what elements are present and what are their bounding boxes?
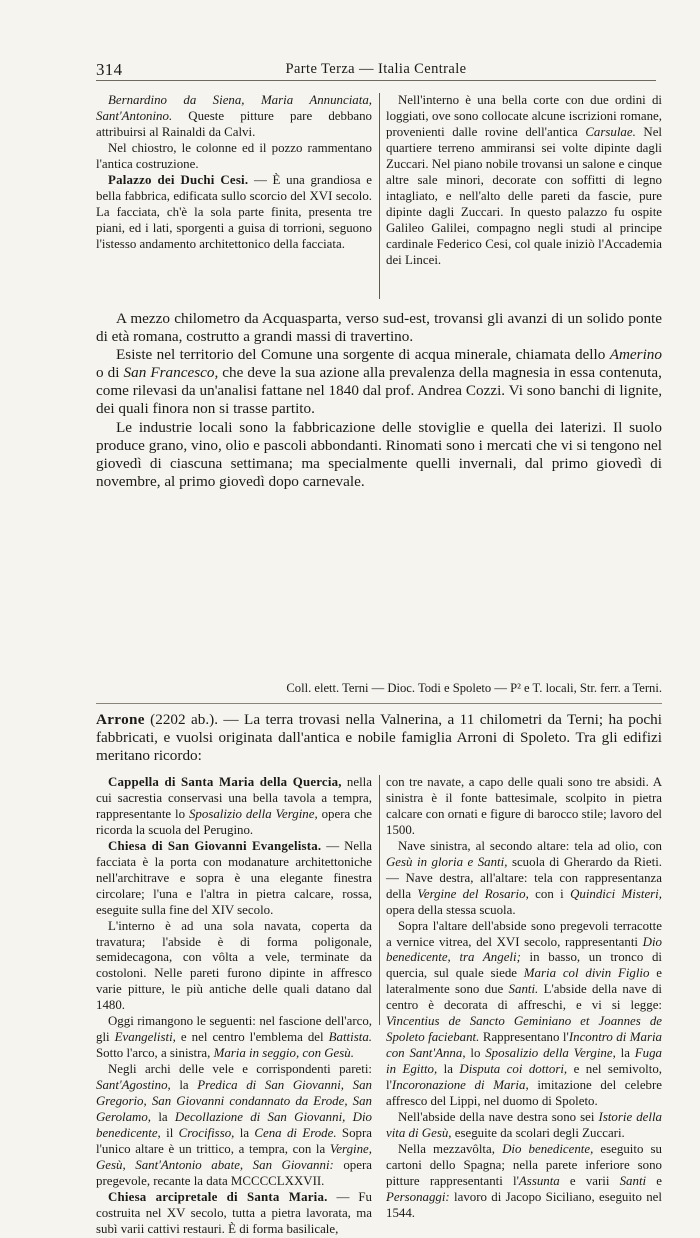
text-run: e varii [559, 1173, 620, 1188]
text-run: L'interno è ad una sola navata, coperta da travatura; l'abside è di forma poligonale, semidecagona, con vôlta a vele, terminate da costoloni. Nelle pareti furono dipinte in affresco varie pitture, le più antiche delle quali datano dal 1480. [96, 918, 372, 1013]
italic-text: Santi. [508, 982, 539, 997]
paragraph [96, 419, 662, 491]
text-run: Oggi rimangono le seguenti: nel fascione dell'arco, gli [96, 1014, 372, 1045]
text-run: eseguite da scolari degli Zuccari. [451, 1125, 625, 1140]
entry-heading: Palazzo dei Duchi Cesi. [108, 172, 249, 187]
text-run: con tre navate, a capo delle quali sono tre absidi. A sinistra è il fonte battesimale, scolpito in pietra calcare con ornati e figure di barocco stile; lavoro del 1500. [386, 775, 662, 837]
bottom-left-column [96, 775, 372, 1236]
arrone-intro-text: (2202 ab.). — La terra trovasi nella Valnerina, a 11 chilometri da Terni; ha pochi fabbricati, e vuolsi originata dall'antica e nobile famiglia Arroni di Spoleto. Tra gli edifizi meritano ricordo: [96, 711, 662, 765]
text-run: Sotto l'arco, a sinistra, [96, 1046, 214, 1061]
paragraph [386, 1142, 662, 1222]
arrone-intro [96, 711, 662, 765]
text-run: lo [465, 1046, 486, 1061]
paragraph [96, 775, 372, 839]
text-run: nella cui sacrestia conservasi una bella tavola a tempra, rappresentante lo [96, 775, 372, 821]
italic-text: Dio benedicente, [502, 1141, 594, 1156]
page-header [96, 58, 656, 81]
paragraph [96, 173, 372, 253]
italic-text: Vergine del Rosario, [417, 886, 529, 901]
column-divider [379, 775, 380, 1025]
top-left-column [96, 93, 372, 299]
text-run: Nel quartiere terreno ammiransi sei volte dipinte dagli Zuccari. Nel piano nobile trovansi un salone e cinque altre sale minori, decorate con soffitti di legno intagliato, e nell'alto delle pareti da fascie, pure dipinte dagli Zuccari. In questo palazzo fu ospite Galileo Galilei, compagno negli studi al principe cardinale Federico Cesi, col quale iniziò l'Accademia dei Lincei. [386, 124, 662, 267]
entry-heading: Chiesa di San Giovanni Evangelista. [108, 838, 322, 853]
arrone-title: Arrone [96, 711, 145, 728]
text-run: Nel chiostro, le colonne ed il pozzo rammentano l'antica costruzione. [96, 140, 372, 171]
text-run: e lateralmente sono due [386, 966, 662, 997]
page-number: 314 [96, 60, 123, 79]
text-run: la [437, 1062, 460, 1077]
italic-text: Crocifisso, [178, 1125, 235, 1140]
text-run: Queste pitture pare debbano attribuirsi al Rainaldi da Calvi. [96, 108, 372, 139]
text-run: opera della stessa scuola. [386, 902, 516, 917]
italic-text: Sposalizio della Vergine, [188, 806, 318, 821]
top-two-column-block [96, 93, 662, 299]
text-run: Rappresentano l' [479, 1030, 569, 1045]
paragraph [386, 839, 662, 919]
paragraph [96, 346, 662, 418]
entry-heading: Cappella di Santa Maria della Quercia, [108, 775, 342, 789]
italic-text: Assunta [518, 1173, 560, 1188]
text-run: con i [528, 886, 571, 901]
text-run: e [646, 1173, 663, 1188]
text-run: eseguito su cartoni dello Spagna; nella parete inferiore sono pitture rappresentanti l' [386, 1141, 662, 1188]
italic-text: Sposalizio della Vergine, [485, 1046, 616, 1061]
italic-text: Vergine, Gesù, Sant'Antonio abate, San Giovanni: [96, 1141, 372, 1172]
text-run: la [151, 1110, 175, 1125]
paragraph [96, 93, 372, 141]
text-run: o di [96, 364, 124, 382]
paragraph [96, 141, 372, 173]
text-run: — Nella facciata è la porta con modanature architettoniche nell'architrave e sopra è una elegante finestra circolare; l'una e l'altra in pietra calcare, rossa, eseguite sulla fine del XIV secolo. [96, 838, 372, 917]
text-run: Nella mezzavôlta, [398, 1141, 503, 1156]
paragraph [96, 1014, 372, 1062]
italic-text: Vincentius de Sancto Geminiano et Joannes de Spoleto faciebant. [386, 1014, 662, 1045]
italic-text: Sant'Agostino, [96, 1078, 171, 1093]
running-head: Parte Terza — Italia Centrale [285, 61, 467, 77]
italic-text: Incontro di Maria con Sant'Anna, [386, 1030, 662, 1061]
text-run: opera che ricorda la scuola del Perugino. [96, 806, 372, 837]
italic-text: San Francesco, [123, 364, 219, 382]
arrone-entry [96, 711, 662, 765]
text-run: e nel semivolto, l' [386, 1062, 663, 1093]
text-run: la [234, 1125, 255, 1140]
text-run: scuola di Gherardo da Rieti. — Nave destra, all'altare: tela con rappresentanza della [386, 854, 662, 901]
italic-text: Maria col divin Figlio [523, 966, 650, 981]
paragraph [96, 1062, 372, 1190]
section-rule [96, 703, 662, 704]
italic-text: Quindici Misteri, [570, 886, 662, 901]
text-run: la [615, 1046, 635, 1061]
bottom-two-column-block [96, 775, 663, 1236]
italic-text: Fuga in Egitto, [386, 1046, 662, 1077]
italic-text: Personaggi: [386, 1189, 450, 1204]
main-text [96, 310, 662, 491]
paragraph [386, 775, 662, 839]
top-right-column [386, 93, 662, 299]
text-run: L'abside della nave di centro è decorata di affreschi, e vi si legge: [386, 982, 662, 1013]
paragraph [386, 919, 662, 1110]
paragraph [386, 1110, 662, 1142]
text-run: Le industrie locali sono la fabbricazione delle stoviglie e quella dei laterizi. Il suolo produce grano, vino, olio e pascoli abbondanti. Rinomati sono i mercati che vi si tengono nel giovedì di ciascuna settimana; ma specialmente quelli invernali, dal primo giovedì di novembre, al primo giovedì dopo carnevale. [96, 418, 662, 490]
text-run: il [160, 1125, 179, 1140]
paragraph [96, 310, 662, 346]
italic-text: Santi [619, 1173, 647, 1188]
paragraph [96, 919, 372, 1015]
text-run: lavoro di Jacopo Siciliano, eseguito nel 1544. [386, 1189, 662, 1220]
text-run: la [170, 1078, 198, 1093]
text-run: e nel centro l'emblema del [175, 1030, 329, 1045]
italic-text: Istorie della vita di Gesù, [386, 1110, 663, 1140]
italic-text: Carsulae. [585, 124, 636, 139]
text-run: Esiste nel territorio del Comune una sorgente di acqua minerale, chiamata dello [116, 346, 610, 364]
text-run: Nell'interno è una bella corte con due ordini di loggiati, ove sono collocate alcune iscrizioni romane, provenienti dalle rovine dell'antica [386, 93, 662, 139]
bottom-right-column [386, 775, 663, 1220]
paragraph [386, 93, 662, 268]
collegio-info-line: Coll. elett. Terni — Dioc. Todi e Spoleto — P² e T. locali, Str. ferr. a Terni. [286, 681, 662, 695]
text-run: Sopra l'unico altare è un trittico, a tempra, con la [96, 1125, 372, 1156]
text-run: — Fu costruita nel XV secolo, tutta a pietra lavorata, ma subì varii cattivi restauri. È di forma basilicale, [96, 1189, 372, 1236]
text-run: Negli archi delle vele e corrispondenti pareti: [108, 1062, 372, 1077]
text-run: Nell'abside della nave destra sono sei [398, 1110, 599, 1125]
italic-text: Evangelisti, [114, 1030, 176, 1045]
italic-text: Incoronazione di Maria, [391, 1078, 529, 1093]
text-run: che deve la sua azione alla prevalenza della magnesia in essa contenuta, come rilevasi da un'analisi fattane nel 1840 dal prof. Andrea Cozzi. Vi sono banchi di lignite, dei quali finora non si trasse partito. [96, 364, 662, 418]
italic-text: Cena di Erode. [254, 1125, 337, 1140]
italic-text: Decollazione di San Giovanni, Dio benedicente, [96, 1110, 372, 1140]
paragraph [96, 1190, 372, 1238]
text-run: — È una grandiosa e bella fabbrica, edificata sullo scorcio del XVI secolo. La facciata, ch'è la sola parte finita, presenta tre piani, ed i lati, sporgenti a guisa di torrioni, seguono l'istesso andamento architettonico della facciata. [96, 172, 373, 251]
text-run: Nave sinistra, al secondo altare: tela ad olio, con [398, 838, 662, 853]
italic-text: Predica di San Giovanni, San Gregorio, San Giovanni condannato da Erode, San Gerolamo, [96, 1078, 372, 1125]
text-run: imitazione del celebre affresco del Lippi, nel duomo di Spoleto. [386, 1078, 663, 1109]
italic-text: Disputa coi dottori, [459, 1062, 568, 1077]
italic-text: Bernardino da Siena, Maria Annunciata, Sant'Antonino. [96, 93, 372, 123]
italic-text: Amerino [609, 346, 662, 364]
text-run: A mezzo chilometro da Acquasparta, verso sud-est, trovansi gli avanzi di un solido ponte di età romana, costrutto a grandi massi di travertino. [96, 310, 662, 346]
italic-text: Maria in seggio, con Gesù. [213, 1046, 354, 1061]
entry-heading: Chiesa arcipretale di Santa Maria. [108, 1189, 328, 1204]
italic-text: Battista. [328, 1030, 372, 1045]
text-run: opera pregevole, recante la data MCCCCLXXVII. [96, 1157, 372, 1188]
italic-text: Dio benedicente, tra Angeli; [386, 934, 662, 965]
italic-text: Gesù in gloria e Santi, [386, 854, 508, 869]
text-run: Sopra l'altare dell'abside sono pregevoli terracotte a vernice vitrea, del XVI secolo, rappresentanti [386, 918, 662, 949]
text-run: in basso, un tronco di quercia, sul quale siede [386, 950, 662, 981]
column-divider [379, 93, 380, 299]
paragraph [96, 839, 372, 919]
